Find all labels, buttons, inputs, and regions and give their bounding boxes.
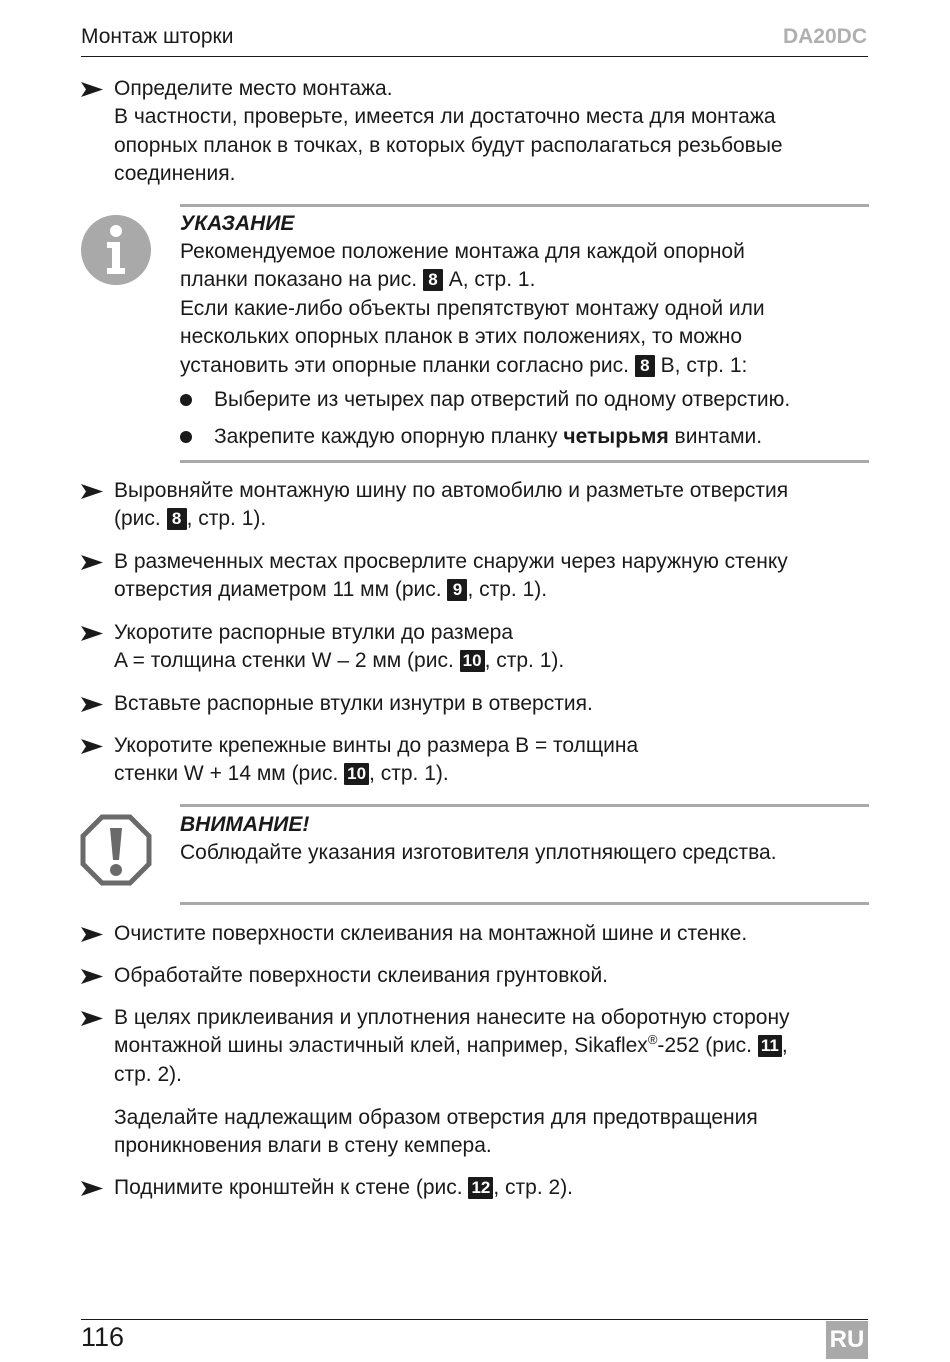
figure-ref: 8 xyxy=(635,355,655,377)
step-text: отверстия диаметром 11 мм (рис. 9 , стр. 1). xyxy=(114,578,548,602)
step-text: соединения. xyxy=(114,162,236,186)
note-bullet-list xyxy=(180,386,870,451)
arrow-bullet-icon xyxy=(81,1174,105,1202)
bullet-dot-icon xyxy=(180,431,192,443)
figure-ref: 8 xyxy=(423,269,443,291)
page-number: 116 xyxy=(81,1322,125,1352)
step-text: Вставьте распорные втулки изнутри в отверстия. xyxy=(114,692,593,715)
arrow-bullet-icon xyxy=(81,477,105,505)
step-text: Определите место монтажа. xyxy=(114,77,393,100)
step-drill-holes xyxy=(81,548,871,605)
note-line: планки показано на рис. 8 A, стр. 1. xyxy=(180,268,536,292)
warning-box xyxy=(180,811,870,867)
step-lift-bracket xyxy=(81,1174,871,1202)
warning-bottom-rule xyxy=(180,902,869,905)
arrow-bullet-icon xyxy=(81,920,105,948)
step-text: (рис. 8 , стр. 1). xyxy=(114,507,267,531)
step-shorten-screws xyxy=(81,732,871,789)
figure-ref: 12 xyxy=(468,1177,493,1199)
arrow-bullet-icon xyxy=(81,1004,105,1032)
step-clean-surfaces xyxy=(81,920,871,948)
list-item: Выберите из четырех пар отверстий по одному отверстию. xyxy=(180,386,870,414)
step-align-rail xyxy=(81,477,871,534)
step-text: Обработайте поверхности склеивания грунтовкой. xyxy=(114,964,609,987)
warning-top-rule xyxy=(180,804,869,807)
step-text: A = толщина стенки W – 2 мм (рис. 10 , стр. 1). xyxy=(114,649,565,673)
step-text: монтажной шины эластичный клей, например, Sikaflex®-252 (рис. 11 , xyxy=(114,1032,788,1058)
arrow-bullet-icon xyxy=(81,548,105,576)
step-text: В размеченных местах просверлите снаружи через наружную стенку xyxy=(114,550,788,573)
arrow-bullet-icon xyxy=(81,732,105,760)
figure-ref: 8 xyxy=(167,508,187,530)
paragraph-line: проникновения влаги в стену кемпера. xyxy=(114,1134,492,1158)
step-apply-adhesive xyxy=(81,1004,871,1089)
step-text: стенки W + 14 мм (рис. 10 , стр. 1). xyxy=(114,762,449,786)
header-divider xyxy=(81,56,868,57)
step-text: В целях приклеивания и уплотнения нанесите на оборотную сторону xyxy=(114,1006,790,1029)
list-item: Закрепите каждую опорную планку четырьмя винтами. xyxy=(180,423,870,451)
figure-ref: 9 xyxy=(447,579,467,601)
figure-ref: 10 xyxy=(344,763,369,785)
step-text: Поднимите кронштейн к стене (рис. 12 , стр. 2). xyxy=(114,1176,574,1199)
bullet-dot-icon xyxy=(180,394,192,406)
step-text: Очистите поверхности склеивания на монтажной шине и стенке. xyxy=(114,922,748,945)
note-title: УКАЗАНИЕ xyxy=(180,212,295,235)
note-line: Рекомендуемое положение монтажа для каждой опорной xyxy=(180,240,745,263)
model-name: DA20DC xyxy=(782,25,867,48)
warning-text: Соблюдайте указания изготовителя уплотняющего средства. xyxy=(180,841,777,864)
note-bottom-rule xyxy=(180,460,869,463)
step-insert-sleeves xyxy=(81,690,871,718)
note-line: нескольких опорных планок в этих положениях, то можно xyxy=(180,325,743,349)
note-box xyxy=(180,210,870,460)
step-shorten-sleeves xyxy=(81,619,871,676)
footer-divider xyxy=(81,1319,868,1320)
paragraph-line: Заделайте надлежащим образом отверстия для предотвращения xyxy=(114,1106,758,1129)
figure-ref: 11 xyxy=(758,1035,782,1057)
step-text: опорных планок в точках, в которых будут располагаться резьбовые xyxy=(114,133,783,157)
section-title: Монтаж шторки xyxy=(81,25,234,48)
arrow-bullet-icon xyxy=(81,75,105,103)
note-line: Если какие-либо объекты препятствуют монтажу одной или xyxy=(180,296,765,320)
step-determine-location xyxy=(81,75,871,189)
note-top-rule xyxy=(180,204,869,207)
warning-icon xyxy=(80,814,152,891)
sealing-paragraph xyxy=(114,1104,871,1161)
step-text: Укоротите распорные втулки до размера xyxy=(114,621,514,644)
warning-title: ВНИМАНИЕ! xyxy=(180,813,310,836)
arrow-bullet-icon xyxy=(81,619,105,647)
arrow-bullet-icon xyxy=(81,962,105,990)
step-text: В частности, проверьте, имеется ли достаточно места для монтажа xyxy=(114,105,776,129)
step-text: Выровняйте монтажную шину по автомобилю и разметьте отверстия xyxy=(114,479,789,502)
note-line: установить эти опорные планки согласно рис. 8 B, стр. 1: xyxy=(180,353,748,377)
arrow-bullet-icon xyxy=(81,690,105,718)
step-prime-surfaces xyxy=(81,962,871,990)
figure-ref: 10 xyxy=(460,650,485,672)
step-text: стр. 2). xyxy=(114,1062,182,1086)
info-icon xyxy=(80,214,152,291)
language-badge: RU xyxy=(826,1321,868,1359)
step-text: Укоротите крепежные винты до размера B = толщина xyxy=(114,734,639,757)
